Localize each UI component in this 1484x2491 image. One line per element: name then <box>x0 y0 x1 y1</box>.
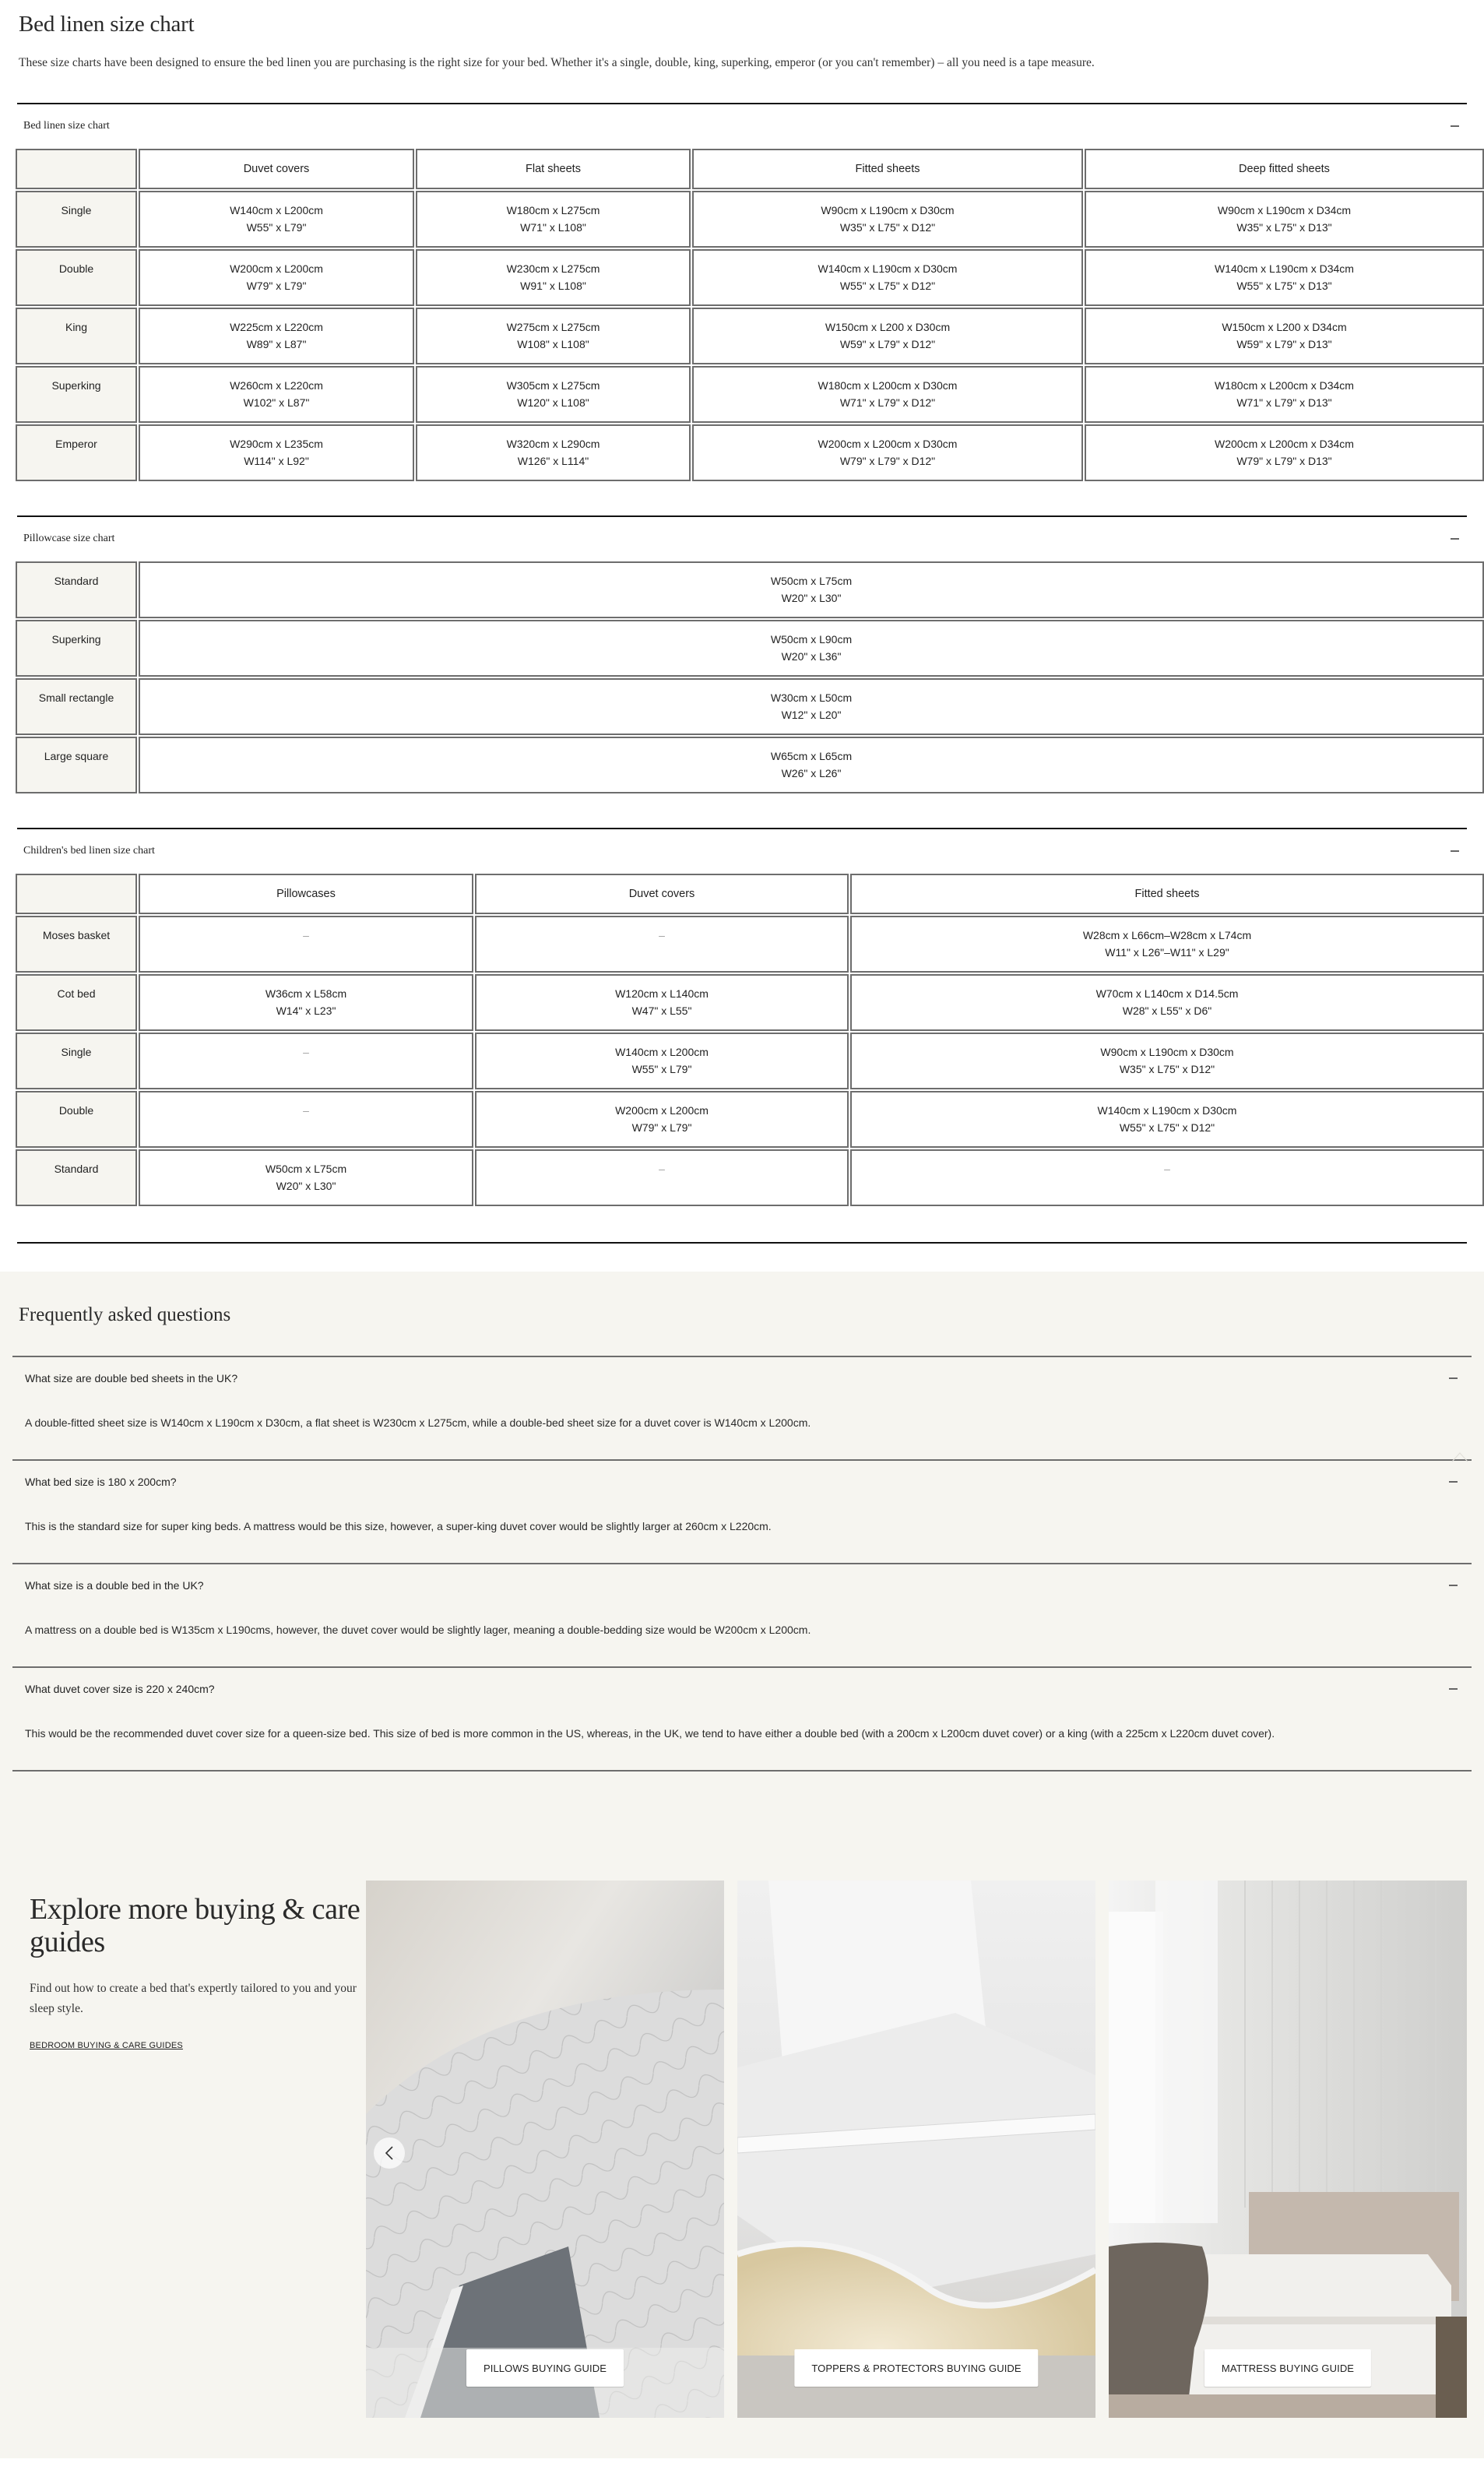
table-row <box>16 916 1484 973</box>
size-cell <box>475 1091 849 1148</box>
bed-linen-accordion-title: Bed linen size chart <box>23 119 110 132</box>
size-cell <box>139 974 473 1031</box>
guide-card-mattress[interactable] <box>1109 1881 1467 2418</box>
size-metric: – <box>659 1163 665 1175</box>
page-title: Bed linen size chart <box>19 12 195 37</box>
table-row <box>16 366 1484 423</box>
size-imperial: W26" x L26" <box>781 767 842 779</box>
size-metric: W150cm x L200 x D34cm <box>1222 321 1347 333</box>
faq-answer: A double-fitted sheet size is W140cm x L190cm x D30cm, a flat sheet is W230cm x L275cm, while a double-bed sheet size for a duvet cover is W140cm x L200cm. <box>25 1416 811 1429</box>
bed-linen-accordion-header[interactable] <box>17 103 1467 147</box>
size-cell <box>1085 366 1484 423</box>
size-imperial: W12" x L20" <box>781 709 842 721</box>
size-metric: W305cm x L275cm <box>506 379 600 392</box>
size-cell <box>475 1149 849 1206</box>
size-metric: W260cm x L220cm <box>230 379 323 392</box>
quilted-pillow-image <box>366 1881 724 2418</box>
size-metric: W200cm x L200cm x D30cm <box>818 438 958 450</box>
size-imperial: W55" x L75" x D12" <box>1119 1121 1215 1134</box>
faq-answer: This is the standard size for super king beds. A mattress would be this size, however, a super-king duvet cover would be slightly larger at 260cm x L220cm. <box>25 1520 772 1532</box>
size-imperial: W47" x L55" <box>631 1004 692 1017</box>
minus-icon[interactable] <box>1449 1688 1458 1690</box>
table-row <box>16 678 1484 735</box>
size-cell <box>139 366 414 423</box>
size-metric: W200cm x L200cm x D34cm <box>1215 438 1354 450</box>
bedroom-guides-link[interactable]: BEDROOM BUYING & CARE GUIDES <box>30 2041 183 2050</box>
size-cell <box>692 191 1083 248</box>
size-metric: W230cm x L275cm <box>506 262 600 275</box>
faq-question[interactable] <box>25 1461 1459 1503</box>
size-cell <box>416 366 691 423</box>
size-imperial: W79" x L79" x D13" <box>1236 455 1332 467</box>
intro <box>0 0 1484 103</box>
size-cell <box>416 191 691 248</box>
size-metric: W200cm x L200cm <box>230 262 323 275</box>
size-metric: W90cm x L190cm x D34cm <box>1217 204 1352 216</box>
row-label: Superking <box>16 620 137 677</box>
size-metric: W30cm x L50cm <box>770 691 853 704</box>
size-imperial: W79" x L79" <box>631 1121 692 1134</box>
row-label: Large square <box>16 737 137 793</box>
size-imperial: W79" x L79" x D12" <box>839 455 936 467</box>
faq-answer: This would be the recommended duvet cover size for a queen-size bed. This size of bed is more common in the US, whereas, in the UK, we tend to have either a double bed (with a 200cm x L200cm duvet cover) or a king (with a 225cm x L220cm duvet cover). <box>25 1727 1275 1740</box>
minus-icon[interactable] <box>1449 1481 1458 1483</box>
minus-icon[interactable] <box>1449 1585 1458 1586</box>
size-cell <box>416 308 691 364</box>
size-cell <box>139 737 1484 793</box>
size-cell <box>139 424 414 481</box>
size-cell <box>139 620 1484 677</box>
row-label: Standard <box>16 1149 137 1206</box>
size-metric: W180cm x L200cm x D34cm <box>1215 379 1354 392</box>
size-cell <box>139 1091 473 1148</box>
table-row <box>16 620 1484 677</box>
size-cell <box>692 366 1083 423</box>
size-cell <box>850 974 1484 1031</box>
size-metric: W50cm x L90cm <box>770 633 853 646</box>
faq-question-text: What size are double bed sheets in the UK? <box>25 1372 238 1384</box>
size-imperial: W55" x L79" <box>631 1063 692 1075</box>
size-metric: W28cm x L66cm–W28cm x L74cm <box>1082 929 1252 941</box>
faq-item <box>12 1668 1472 1771</box>
carousel-prev-button[interactable] <box>374 2137 405 2169</box>
row-label: Moses basket <box>16 916 137 973</box>
row-label: Single <box>16 191 137 248</box>
faq-question-text: What bed size is 180 x 200cm? <box>25 1476 177 1488</box>
column-header: Deep fitted sheets <box>1085 149 1484 189</box>
explore-guides-section <box>0 1771 1484 2458</box>
row-label: King <box>16 308 137 364</box>
size-cell <box>416 424 691 481</box>
size-cell <box>139 916 473 973</box>
size-metric: W320cm x L290cm <box>506 438 600 450</box>
size-imperial: W120" x L108" <box>517 396 589 409</box>
size-imperial: W55" x L79" <box>246 221 307 234</box>
minus-icon[interactable] <box>1451 538 1459 540</box>
size-cell <box>139 1033 473 1089</box>
size-metric: – <box>1164 1163 1170 1175</box>
row-label: Standard <box>16 561 137 618</box>
section-divider <box>17 1242 1467 1272</box>
size-metric: W180cm x L200cm x D30cm <box>818 379 958 392</box>
size-cell <box>139 249 414 306</box>
children-table <box>14 872 1484 1208</box>
row-label: Double <box>16 1091 137 1148</box>
faq-section <box>0 1272 1484 1771</box>
faq-question[interactable] <box>25 1564 1459 1606</box>
size-imperial: W20" x L30" <box>781 592 842 604</box>
column-header: Flat sheets <box>416 149 691 189</box>
size-imperial: W89" x L87" <box>246 338 307 350</box>
children-accordion-header[interactable] <box>17 828 1467 872</box>
size-cell <box>475 1033 849 1089</box>
size-imperial: W126" x L114" <box>517 455 589 467</box>
table-row <box>16 191 1484 248</box>
table-row <box>16 1033 1484 1089</box>
faq-item <box>12 1461 1472 1564</box>
size-metric: – <box>659 929 665 941</box>
row-label: Emperor <box>16 424 137 481</box>
row-label: Small rectangle <box>16 678 137 735</box>
faq-question[interactable] <box>25 1668 1459 1710</box>
size-imperial: W114" x L92" <box>244 455 309 467</box>
size-metric: W50cm x L75cm <box>770 575 853 587</box>
guide-card-toppers[interactable] <box>737 1881 1095 2418</box>
size-metric: W180cm x L275cm <box>506 204 600 216</box>
faq-item <box>12 1357 1472 1461</box>
bed-linen-section <box>0 103 1484 483</box>
mattress-guide-button[interactable]: MATTRESS BUYING GUIDE <box>1204 2349 1371 2387</box>
size-imperial: W79" x L79" <box>246 280 307 292</box>
size-imperial: W14" x L23" <box>276 1004 336 1017</box>
size-cell <box>692 308 1083 364</box>
mattress-topper-image <box>737 1881 1095 2418</box>
column-header: Duvet covers <box>139 149 414 189</box>
size-metric: – <box>303 1104 309 1117</box>
children-section <box>0 828 1484 1208</box>
size-cell <box>692 249 1083 306</box>
size-metric: – <box>303 1046 309 1058</box>
size-metric: W225cm x L220cm <box>230 321 323 333</box>
column-header: Fitted sheets <box>850 874 1484 914</box>
size-imperial: W108" x L108" <box>517 338 589 350</box>
explore-intro <box>0 1881 366 2424</box>
size-metric: W50cm x L75cm <box>265 1163 347 1175</box>
size-metric: W90cm x L190cm x D30cm <box>821 204 955 216</box>
toppers-guide-button[interactable]: TOPPERS & PROTECTORS BUYING GUIDE <box>794 2349 1038 2387</box>
size-cell <box>475 974 849 1031</box>
size-imperial: W59" x L79" x D13" <box>1236 338 1332 350</box>
explore-title: Explore more buying & care guides <box>30 1893 360 1958</box>
size-imperial: W102" x L87" <box>243 396 310 409</box>
column-header: Pillowcases <box>139 874 473 914</box>
size-imperial: W20" x L30" <box>276 1180 336 1192</box>
table-row <box>16 974 1484 1031</box>
size-metric: – <box>303 929 309 941</box>
row-label: Single <box>16 1033 137 1089</box>
faq-question-text: What duvet cover size is 220 x 240cm? <box>25 1683 215 1695</box>
table-row <box>16 737 1484 793</box>
size-imperial: W55" x L75" x D12" <box>839 280 936 292</box>
size-cell <box>850 1149 1484 1206</box>
table-header-row <box>16 149 1484 189</box>
row-label: Double <box>16 249 137 306</box>
pillowcase-accordion-header[interactable] <box>17 515 1467 560</box>
size-cell <box>475 916 849 973</box>
corner-cell <box>16 874 137 914</box>
size-metric: W140cm x L200cm <box>230 204 323 216</box>
size-imperial: W28" x L55" x D6" <box>1122 1004 1212 1017</box>
size-cell <box>139 1149 473 1206</box>
size-imperial: W35" x L75" x D12" <box>1119 1063 1215 1075</box>
size-cell <box>416 249 691 306</box>
table-row <box>16 424 1484 481</box>
table-row <box>16 249 1484 306</box>
size-imperial: W71" x L79" x D12" <box>839 396 936 409</box>
size-cell <box>139 308 414 364</box>
pillows-guide-button[interactable]: PILLOWS BUYING GUIDE <box>466 2349 624 2387</box>
row-label: Cot bed <box>16 974 137 1031</box>
size-cell <box>692 424 1083 481</box>
pillowcase-section <box>0 515 1484 795</box>
children-accordion-title: Children's bed linen size chart <box>23 844 155 857</box>
faq-item <box>12 1564 1472 1668</box>
table-row <box>16 561 1484 618</box>
size-metric: W200cm x L200cm <box>615 1104 709 1117</box>
size-metric: W150cm x L200 x D30cm <box>825 321 951 333</box>
column-header: Fitted sheets <box>692 149 1083 189</box>
size-metric: W140cm x L200cm <box>615 1046 709 1058</box>
pillowcase-table <box>14 560 1484 795</box>
size-imperial: W71" x L79" x D13" <box>1236 396 1332 409</box>
bed-linen-table <box>14 147 1484 483</box>
size-cell <box>1085 308 1484 364</box>
corner-cell <box>16 149 137 189</box>
table-header-row <box>16 874 1484 914</box>
mattress-bedroom-image <box>1109 1881 1467 2418</box>
size-imperial: W71" x L108" <box>520 221 586 234</box>
page-footer-spacer <box>0 2458 1484 2491</box>
table-row <box>16 1091 1484 1148</box>
minus-icon[interactable] <box>1451 125 1459 127</box>
size-metric: W140cm x L190cm x D30cm <box>1097 1104 1237 1117</box>
table-row <box>16 1149 1484 1206</box>
intro-text: These size charts have been designed to ensure the bed linen you are purchasing is the right size for your bed. Whether it's a single, double, king, superking, emperor (or you can't remember) – all you need is a tape measure. <box>19 56 1095 69</box>
size-metric: W120cm x L140cm <box>615 987 709 1000</box>
chevron-left-icon <box>385 2145 394 2161</box>
column-header: Duvet covers <box>475 874 849 914</box>
size-metric: W140cm x L190cm x D30cm <box>818 262 958 275</box>
size-imperial: W35" x L75" x D12" <box>839 221 936 234</box>
size-metric: W36cm x L58cm <box>265 987 347 1000</box>
faq-list <box>12 1356 1472 1771</box>
faq-answer: A mattress on a double bed is W135cm x L190cms, however, the duvet cover would be slightly lager, meaning a double-bedding size would be W200cm x L200cm. <box>25 1624 811 1636</box>
size-cell <box>139 678 1484 735</box>
size-imperial: W91" x L108" <box>520 280 586 292</box>
faq-question[interactable] <box>25 1357 1459 1399</box>
size-metric: W140cm x L190cm x D34cm <box>1215 262 1354 275</box>
size-imperial: W35" x L75" x D13" <box>1236 221 1332 234</box>
table-row <box>16 308 1484 364</box>
explore-text: Find out how to create a bed that's expertly tailored to you and your sleep style. <box>30 1982 357 2015</box>
size-cell <box>1085 191 1484 248</box>
size-metric: W70cm x L140cm x D14.5cm <box>1095 987 1239 1000</box>
size-metric: W90cm x L190cm x D30cm <box>1100 1046 1234 1058</box>
size-metric: W290cm x L235cm <box>230 438 323 450</box>
size-cell <box>1085 249 1484 306</box>
row-label: Superking <box>16 366 137 423</box>
size-cell <box>1085 424 1484 481</box>
pillowcase-accordion-title: Pillowcase size chart <box>23 532 115 544</box>
size-cell <box>850 916 1484 973</box>
size-imperial: W11" x L26"–W11" x L29" <box>1105 946 1229 959</box>
minus-icon[interactable] <box>1449 1377 1458 1379</box>
size-cell <box>850 1091 1484 1148</box>
faq-title: Frequently asked questions <box>19 1304 231 1325</box>
size-cell <box>139 191 414 248</box>
faq-question-text: What size is a double bed in the UK? <box>25 1579 204 1592</box>
size-imperial: W55" x L75" x D13" <box>1236 280 1332 292</box>
size-cell <box>850 1033 1484 1089</box>
guide-carousel <box>366 1881 1467 2424</box>
size-metric: W65cm x L65cm <box>770 750 853 762</box>
size-imperial: W20" x L36" <box>781 650 842 663</box>
size-imperial: W59" x L79" x D12" <box>839 338 936 350</box>
minus-icon[interactable] <box>1451 850 1459 852</box>
size-cell <box>139 561 1484 618</box>
guide-card-pillows[interactable] <box>366 1881 724 2418</box>
size-metric: W275cm x L275cm <box>506 321 600 333</box>
